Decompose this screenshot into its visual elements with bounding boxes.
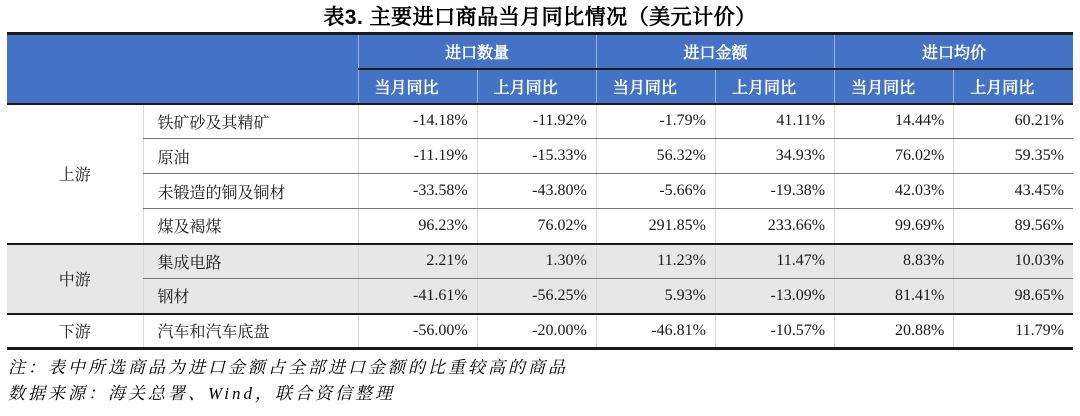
value-cell: -20.00% <box>477 314 596 349</box>
table-row <box>7 139 1073 174</box>
value-cell: 56.32% <box>596 139 715 174</box>
value-cell: 42.03% <box>835 174 954 209</box>
commodity-name: 原油 <box>143 139 358 174</box>
subheader-prev-month-yoy-1: 上月同比 <box>477 69 596 104</box>
value-cell: 2.21% <box>358 244 477 279</box>
table-body <box>7 104 1073 349</box>
value-cell: -11.92% <box>477 104 596 139</box>
commodity-name: 钢材 <box>143 279 358 314</box>
value-cell: 11.23% <box>596 244 715 279</box>
table-header <box>7 34 1073 104</box>
value-cell: 1.30% <box>477 244 596 279</box>
commodity-name: 汽车和汽车底盘 <box>143 314 358 349</box>
value-cell: 34.93% <box>715 139 834 174</box>
value-cell: 59.35% <box>954 139 1073 174</box>
commodity-name: 未锻造的铜及铜材 <box>143 174 358 209</box>
table-row <box>7 244 1073 279</box>
subheader-prev-month-yoy-3: 上月同比 <box>954 69 1073 104</box>
table-row <box>7 279 1073 314</box>
value-cell: 43.45% <box>954 174 1073 209</box>
value-cell: 96.23% <box>358 209 477 244</box>
value-cell: -19.38% <box>715 174 834 209</box>
value-cell: 99.69% <box>835 209 954 244</box>
value-cell: 11.79% <box>954 314 1073 349</box>
title-bar <box>0 0 1080 32</box>
value-cell: -15.33% <box>477 139 596 174</box>
subheader-prev-month-yoy-2: 上月同比 <box>715 69 834 104</box>
value-cell: 76.02% <box>835 139 954 174</box>
row-group-downstream: 下游 <box>58 324 91 342</box>
subheader-current-month-yoy-3: 当月同比 <box>835 69 954 104</box>
commodity-name: 煤及褐煤 <box>143 209 358 244</box>
value-cell: 233.66% <box>715 209 834 244</box>
table-row <box>7 174 1073 209</box>
value-cell: 89.56% <box>954 209 1073 244</box>
value-cell: -46.81% <box>596 314 715 349</box>
value-cell: 41.11% <box>715 104 834 139</box>
value-cell: -5.66% <box>596 174 715 209</box>
table-note: 注：表中所选商品为进口金额占全部进口金额的比重较高的商品 <box>8 358 568 377</box>
subheader-current-month-yoy-2: 当月同比 <box>596 69 715 104</box>
header-corner-cell <box>7 34 358 104</box>
value-cell: 11.47% <box>715 244 834 279</box>
value-cell: 10.03% <box>954 244 1073 279</box>
value-cell: 5.93% <box>596 279 715 314</box>
value-cell: 81.41% <box>835 279 954 314</box>
col-group-import-quantity: 进口数量 <box>358 34 596 69</box>
value-cell: -56.00% <box>358 314 477 349</box>
value-cell: -43.80% <box>477 174 596 209</box>
value-cell: -41.61% <box>358 279 477 314</box>
table-row <box>7 104 1073 139</box>
value-cell: -11.19% <box>358 139 477 174</box>
value-cell: 8.83% <box>835 244 954 279</box>
value-cell: -13.09% <box>715 279 834 314</box>
row-group-upstream: 上游 <box>7 104 143 244</box>
commodity-name: 集成电路 <box>143 244 358 279</box>
col-group-import-amount: 进口金额 <box>596 34 834 69</box>
value-cell: 76.02% <box>477 209 596 244</box>
row-group-midstream: 中游 <box>7 244 143 314</box>
col-group-import-avg-price: 进口均价 <box>835 34 1073 69</box>
value-cell: -1.79% <box>596 104 715 139</box>
footnotes <box>8 355 1080 407</box>
commodity-name: 铁矿砂及其精矿 <box>143 104 358 139</box>
value-cell: 14.44% <box>835 104 954 139</box>
value-cell: 98.65% <box>954 279 1073 314</box>
page-title: 表3. 主要进口商品当月同比情况（美元计价） <box>323 6 757 29</box>
table-row <box>7 314 1073 349</box>
value-cell: -14.18% <box>358 104 477 139</box>
subheader-current-month-yoy-1: 当月同比 <box>358 69 477 104</box>
import-table-wrap <box>7 32 1073 350</box>
table-row <box>7 209 1073 244</box>
value-cell: -10.57% <box>715 314 834 349</box>
value-cell: 20.88% <box>835 314 954 349</box>
data-source: 数据来源：海关总署、Wind，联合资信整理 <box>8 384 395 403</box>
header-group-row <box>7 34 1073 69</box>
value-cell: 291.85% <box>596 209 715 244</box>
value-cell: -33.58% <box>358 174 477 209</box>
import-data-table <box>7 32 1073 350</box>
value-cell: -56.25% <box>477 279 596 314</box>
value-cell: 60.21% <box>954 104 1073 139</box>
